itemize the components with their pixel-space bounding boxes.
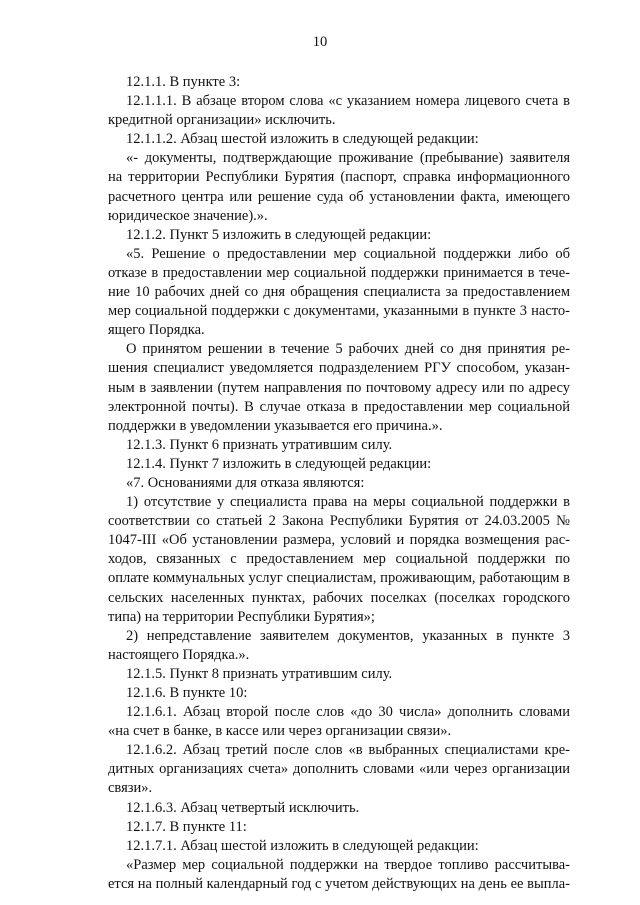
paragraph: 12.1.3. Пункт 6 признать утратившим силу.: [126, 436, 393, 453]
paragraph: 12.1.1.1. В абзаце втором слова «с указанием номера лицевого счета в кредитной организации» исключить.: [108, 93, 570, 129]
paragraph: 12.1.2. Пункт 5 изложить в следующей редакции:: [126, 226, 432, 243]
paragraph: 12.1.6.1. Абзац второй после слов «до 30 числа» дополнить словами «на счет в банке, в кассе или через организации связи».: [108, 704, 570, 740]
paragraph: «7. Основаниями для отказа являются:: [126, 474, 365, 491]
paragraph: 12.1.1. В пункте 3:: [126, 74, 241, 90]
paragraph: О принятом решении в течение 5 рабочих дней со дня принятия решения специалист уведомляется подразделением РГУ способом, указанным в заявлении (путем направления по почтовому адресу или по адресу электронной почты). В случае отказа в предоставлении мер социальной поддержки в уведомлении указывается его причина.».: [108, 341, 570, 434]
paragraph: 2) непредставление заявителем документов, указанных в пункте 3 настоящего Порядка.».: [108, 627, 570, 663]
paragraph: 12.1.7.1. Абзац шестой изложить в следующей редакции:: [126, 837, 479, 854]
paragraph: 1) отсутствие у специалиста права на меры социальной поддержки в соответствии со статьей 2 Закона Республики Бурятия от 24.03.2005 № 1047-III «Об установлении размера, условий и порядка возмещения расходов, связанных с предоставлением мер социальной поддержки по оплате коммунальных услуг специалистам, проживающим, работающим в сельских населенных пунктах, рабочих поселках (поселках городского типа) на территории Республики Бурятия»;: [108, 494, 570, 625]
page-number: 10: [312, 34, 328, 50]
paragraph: 12.1.6. В пункте 10:: [126, 685, 248, 701]
document-body: [108, 73, 570, 894]
paragraph: «Размер мер социальной поддержки на твердое топливо рассчитывается на полный календарный год с учетом действующих на день ее выпла-: [108, 856, 570, 892]
paragraph: 12.1.5. Пункт 8 признать утратившим силу.: [126, 665, 393, 682]
paragraph: 12.1.6.3. Абзац четвертый исключить.: [126, 799, 360, 816]
paragraph: 12.1.6.2. Абзац третий после слов «в выбранных специалистами кредитных организациях счета» дополнить словами «или через организации связи».: [108, 742, 570, 797]
paragraph: 12.1.1.2. Абзац шестой изложить в следующей редакции:: [126, 131, 479, 148]
paragraph: 12.1.7. В пункте 11:: [126, 818, 247, 835]
paragraph: 12.1.4. Пункт 7 изложить в следующей редакции:: [126, 455, 432, 472]
paragraph: «- документы, подтверждающие проживание (пребывание) заявителя на территории Республики Бурятия (паспорт, справка информационного расчетного центра или решение суда об установлении факта, имеющего юридическое значение).».: [108, 150, 570, 224]
paragraph: «5. Решение о предоставлении мер социальной поддержки либо об отказе в предоставлении мер социальной поддержки принимается в течение 10 рабочих дней со дня обращения специалиста за предоставлением мер социальной поддержки с документами, указанными в пункте 3 настоящего Порядка.: [108, 245, 570, 339]
